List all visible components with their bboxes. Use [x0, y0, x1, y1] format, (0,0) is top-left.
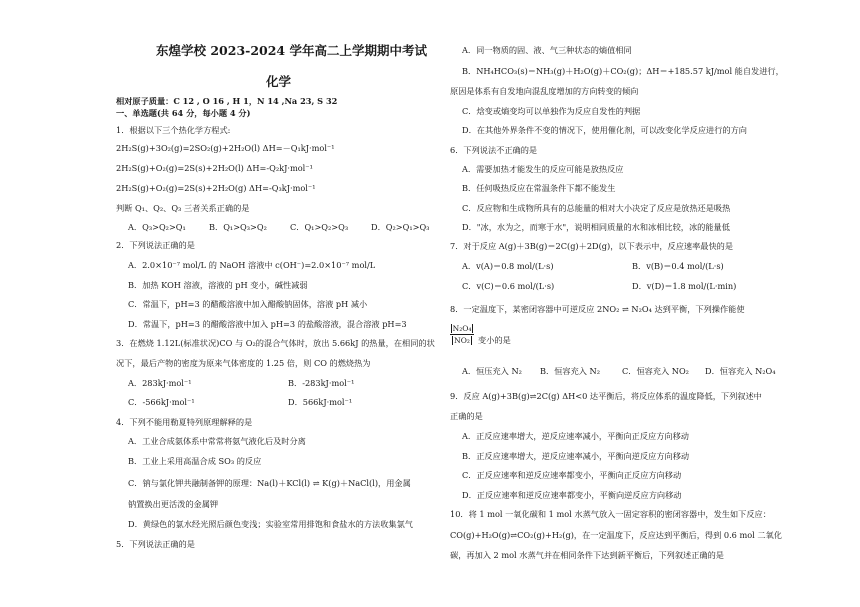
q4-option-a: A．工业合成氨体系中常常将氨气液化后及时分离 — [128, 436, 306, 446]
q10-line3: 碳，再加入 2 mol 水蒸气并在相同条件下达到新平衡后，下列叙述正确的是 — [450, 550, 724, 560]
q4-option-d: D．黄绿色的氯水经光照后颜色变浅；实验室常用排饱和食盐水的方法收集氯气 — [128, 519, 413, 529]
q2-stem: 2．下列说法正确的是 — [116, 240, 195, 250]
q2-option-b: B．加热 KOH 溶液，溶液的 pH 变小，碱性减弱 — [128, 280, 308, 290]
q9-line1: 9．反应 A(g)+3B(g)⇌2C(g) ΔH<0 达平衡后，将反应体系的温度降低，下列叙述中 — [450, 391, 762, 401]
q7-stem: 7．对于反应 A(g)＋3B(g)＝2C(g)＋2D(g)，以下表示中，反应速率最快的是 — [450, 241, 734, 251]
q1-stem: 1．根据以下三个热化学方程式: — [116, 125, 231, 135]
q6-option-b: B．任何吸热反应在常温条件下都不能发生 — [462, 183, 616, 193]
q4-stem: 4．下列不能用勒夏特列原理解释的是 — [116, 417, 253, 427]
q1-option-b: B．Q₁>Q₃>Q₂ — [209, 222, 267, 232]
q6-option-d: D．"冰，水为之，而寒于水"，说明相同质量的水和冰相比较，冰的能量低 — [462, 222, 730, 232]
q9-option-d: D．正反应速率和逆反应速率都变小，平衡向逆反应方向移动 — [462, 490, 682, 500]
q3-option-a: A．283kJ·mol⁻¹ — [128, 378, 192, 388]
q7-option-b: B．v(B)＝0.4 mol/(L·s) — [632, 261, 724, 271]
q1-judge: 判断 Q₁、Q₂、Q₃ 三者关系正确的是 — [116, 203, 250, 213]
q1-option-d: D．Q₂>Q₁>Q₃ — [371, 222, 430, 232]
q7-option-d: D．v(D)＝1.8 mol/(L·min) — [632, 281, 737, 291]
q4-option-c-line1: C．钠与氯化钾共融制备钾的原理：Na(l)＋KCl(l) ⇌ K(g)＋NaCl(l)，用金属 — [128, 478, 411, 488]
q8-fraction-numerator: N₂O₄ — [452, 324, 472, 333]
q8-fraction-denominator: NO₂ — [454, 336, 470, 345]
q7-option-c: C．v(C)＝0.6 mol/(L·s) — [462, 281, 555, 291]
q3-line1: 3．在燃烧 1.12L(标准状况)CO 与 O₂的混合气体时，放出 5.66kJ 的热量，在相同的状 — [116, 338, 435, 348]
q1-eq1: 2H₂S(g)+3O₂(g)=2SO₂(g)+2H₂O(l) ΔH=－Q₁kJ·mol⁻¹ — [116, 143, 335, 153]
q8-fraction — [450, 324, 474, 345]
q6-option-a: A．需要加热才能发生的反应可能是放热反应 — [462, 164, 624, 174]
q2-option-a: A．2.0×10⁻⁷ mol/L 的 NaOH 溶液中 c(OH⁻)=2.0×10⁻⁷ mol/L — [128, 260, 376, 270]
q2-option-c: C．常温下，pH=3 的醋酸溶液中加入醋酸钠固体，溶液 pH 减小 — [128, 299, 368, 309]
q3-option-d: D．566kJ·mol⁻¹ — [288, 397, 353, 407]
q2-option-d: D．常温下，pH=3 的醋酸溶液中加入 pH=3 的盐酸溶液，混合溶液 pH=3 — [128, 319, 407, 329]
atomic-mass-note: 相对原子质量：C 12 , O 16 , H 1，N 14 ,Na 23, S 32 — [116, 96, 338, 106]
q1-eq2: 2H₂S(g)+O₂(g)=2S(s)+2H₂O(l) ΔH=-Q₂kJ·mol⁻¹ — [116, 163, 313, 173]
q5-option-d: D．在其他外界条件不变的情况下，使用催化剂，可以改变化学反应进行的方向 — [462, 125, 747, 135]
q8-option-c: C．恒容充入 NO₂ — [622, 366, 689, 376]
q1-option-c: C．Q₁>Q₂>Q₃ — [290, 222, 349, 232]
q8-tail: 变小的是 — [478, 335, 511, 345]
q1-option-a: A．Q₃>Q₂>Q₁ — [128, 222, 186, 232]
q5-option-c: C．焓变或熵变均可以单独作为反应自发性的判据 — [462, 106, 641, 116]
q3-option-b: B．-283kJ·mol⁻¹ — [288, 378, 355, 388]
q9-option-a: A．正反应速率增大，逆反应速率减小，平衡向正反应方向移动 — [462, 431, 689, 441]
q9-option-b: B．正反应速率增大，逆反应速率减小，平衡向逆反应方向移动 — [462, 451, 690, 461]
q8-stem: 8．一定温度下，某密闭容器中可逆反应 2NO₂ ⇌ N₂O₄ 达到平衡，下列操作能使 — [450, 304, 745, 314]
q6-option-c: C．反应物和生成物所具有的总能量的相对大小决定了反应是放热还是吸热 — [462, 203, 731, 213]
section-heading: 一、单选题(共 64 分，每小题 4 分) — [116, 108, 251, 118]
q3-option-c: C．-566kJ·mol⁻¹ — [128, 397, 195, 407]
q9-line2: 正确的是 — [450, 411, 483, 421]
q7-option-a: A．v(A)＝0.8 mol/(L·s) — [462, 261, 554, 271]
q10-line2: CO(g)+H₂O(g)⇌CO₂(g)+H₂(g)，在一定温度下，反应达到平衡后，得到 0.6 mol 二氧化 — [450, 530, 782, 540]
q5-stem: 5．下列说法正确的是 — [116, 539, 195, 549]
q3-line2: 况下，最后产物的密度为原来气体密度的 1.25 倍，则 CO 的燃烧热为 — [116, 358, 371, 368]
q5-option-a: A．同一物质的固、液、气三种状态的熵值相同 — [462, 45, 632, 55]
q8-option-d: D．恒容充入 N₂O₄ — [705, 366, 776, 376]
q8-option-a: A．恒压充入 N₂ — [462, 366, 522, 376]
q10-line1: 10．将 1 mol 一氧化碳和 1 mol 水蒸气放入一固定容积的密闭容器中，发生如下反应： — [450, 509, 771, 519]
q4-option-b: B．工业上采用高温合成 SO₃ 的反应 — [128, 456, 262, 466]
q8-option-b: B．恒容充入 N₂ — [540, 366, 601, 376]
q6-stem: 6．下列说法不正确的是 — [450, 145, 538, 155]
subject-title: 化学 — [266, 74, 292, 89]
q4-option-c-line2: 钠置换出更活泼的金属钾 — [128, 499, 219, 509]
q5-option-b-line2: 原因是体系有自发地向混乱度增加的方向转变的倾向 — [450, 86, 639, 96]
q1-eq3: 2H₂S(g)+O₂(g)=2S(s)+2H₂O(g) ΔH=-Q₃kJ·mol⁻¹ — [116, 183, 316, 193]
q9-option-c: C．正反应速率和逆反应速率都变小，平衡向正反应方向移动 — [462, 470, 682, 480]
q5-option-b-line1: B．NH₄HCO₃(s)＝NH₃(g)＋H₂O(g)＋CO₂(g)；ΔH＝+185.57 kJ/mol 能自发进行， — [462, 66, 784, 76]
exam-title: 东煌学校 2023-2024 学年高二上学期期中考试 — [156, 43, 427, 58]
